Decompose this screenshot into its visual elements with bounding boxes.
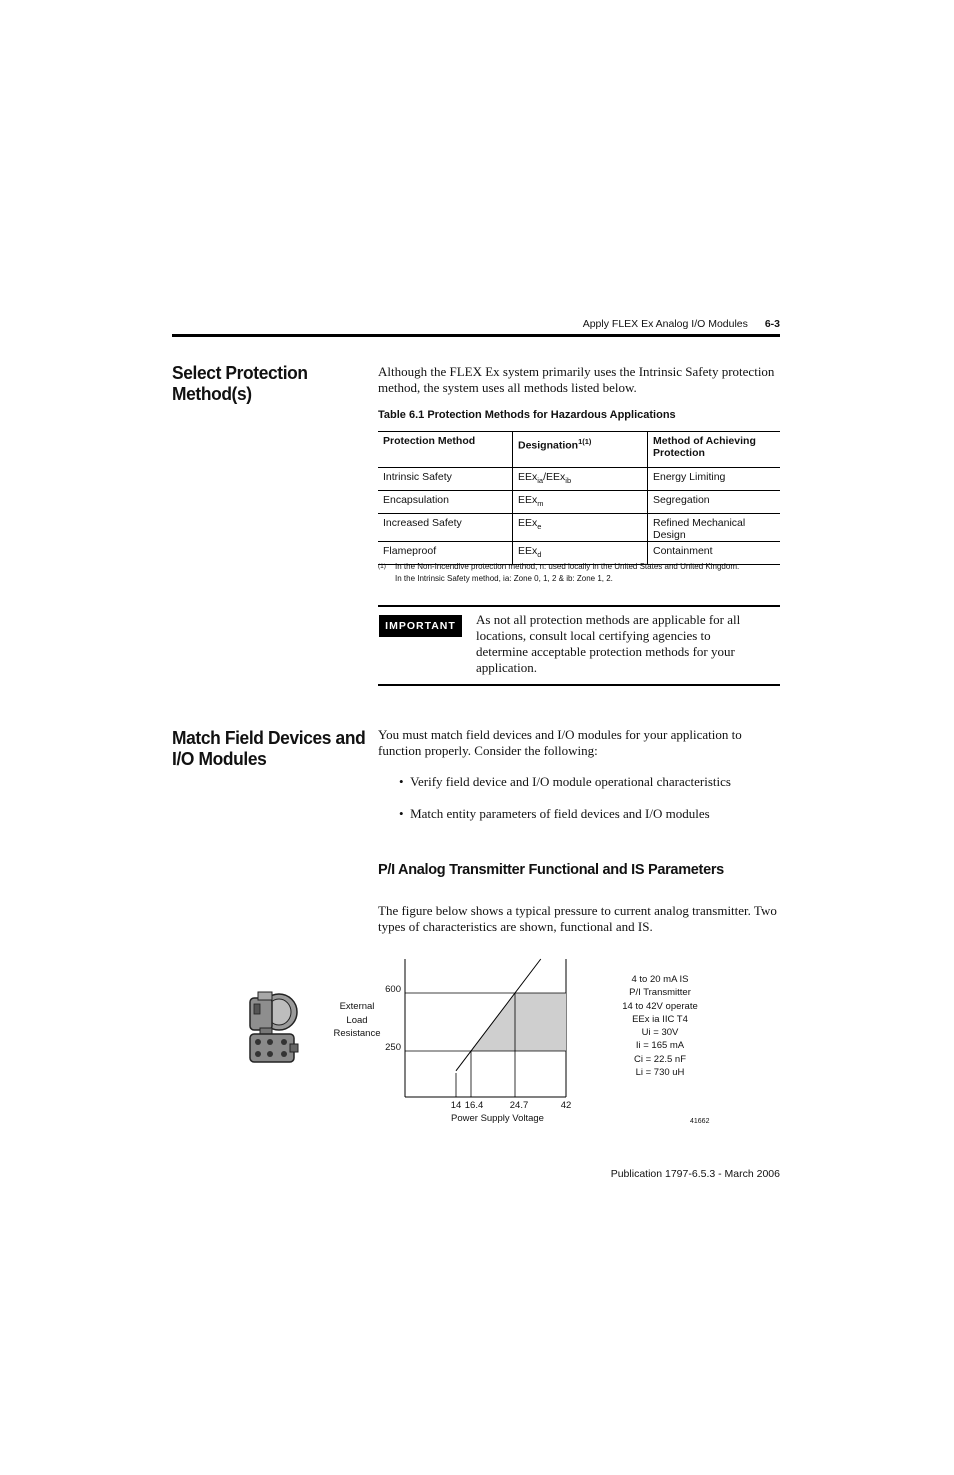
section-title-match-field-devices (172, 727, 365, 769)
des-sub: ia (537, 476, 544, 486)
important-line: As not all protection methods are applicable for all (476, 612, 741, 627)
subsection-title: P/I Analog Transmitter Functional and IS Parameters (378, 862, 724, 878)
intro-line: types of characteristics are shown, functional and IS. (378, 919, 653, 934)
header-designation-text: Designation (518, 439, 579, 452)
section-title-line: Method(s) (172, 383, 252, 404)
cell-achieve: Containment (648, 542, 781, 565)
table-header-row (378, 432, 780, 468)
table-caption: Table 6.1 Protection Methods for Hazardous Applications (378, 409, 676, 421)
y-axis-label (326, 1000, 388, 1041)
bullet-text: Verify field device and I/O module operational characteristics (410, 774, 731, 789)
cell-designation (513, 491, 648, 514)
parameter-line: EEx ia IIC T4 (632, 1013, 688, 1025)
bullet-text: Match entity parameters of field devices and I/O modules (410, 806, 710, 821)
header-method-achieving (648, 432, 781, 468)
section-title-line: Select Protection (172, 362, 308, 383)
des-base: EEx (518, 517, 538, 529)
x-tick-label: 16.4 (464, 1100, 484, 1111)
y-label-line: Resistance (333, 1028, 381, 1039)
des-sub: m (537, 499, 544, 509)
cell-achieve: Segregation (648, 491, 781, 514)
cell-method: Increased Safety (378, 514, 513, 542)
important-line: application. (476, 660, 538, 675)
footnote-ref: 1(1) (578, 437, 592, 446)
is-region-fill (471, 993, 566, 1051)
cell-method: Intrinsic Safety (378, 468, 513, 491)
cell-achieve: Energy Limiting (648, 468, 781, 491)
subsection-intro (378, 903, 788, 935)
header-designation (513, 432, 648, 468)
section2-intro (378, 727, 788, 759)
section1-intro (378, 364, 788, 396)
parameter-line: P/I Transmitter (629, 987, 691, 999)
des-sub: e (537, 522, 542, 532)
header-line: Method of Achieving (653, 435, 756, 447)
section-title-line: Match Field Devices and (172, 727, 366, 748)
important-text (476, 612, 776, 676)
important-top-rule (378, 605, 780, 607)
x-axis-label: Power Supply Voltage (451, 1113, 544, 1124)
parameter-line: Ci = 22.5 nF (633, 1053, 686, 1065)
intro-line: The figure below shows a typical pressure to current analog transmitter. Two (378, 903, 777, 918)
chart-marks (385, 959, 571, 1111)
footer-publication: Publication 1797-6.5.3 - March 2006 (610, 1168, 780, 1180)
important-bottom-rule (378, 684, 780, 686)
intro-line: method, the system uses all methods listed below. (378, 380, 637, 395)
pressure-transmitter-icon (246, 990, 300, 1066)
y-label-line: External (339, 1001, 375, 1012)
des-sub: ib (565, 476, 572, 486)
des-base: EEx (518, 494, 538, 506)
cell-method: Flameproof (378, 542, 513, 565)
x-tick-label: 14 (450, 1100, 462, 1111)
des-base: EEx (518, 545, 538, 557)
des-sep: /EEx (543, 471, 566, 483)
bullet-item (399, 806, 710, 822)
section-title-select-protection (172, 362, 308, 404)
y-tick-label: 600 (385, 984, 401, 995)
bullet-dot: • (399, 774, 411, 789)
table-row (378, 468, 780, 491)
x-tick-label: 24.7 (509, 1100, 529, 1111)
table-footnote (378, 561, 739, 585)
running-title: Apply FLEX Ex Analog I/O Modules (582, 318, 748, 330)
cell-designation (513, 468, 648, 491)
footnote-line: In the Intrinsic Safety method, ia: Zone 0, 1, 2 & ib: Zone 1, 2. (395, 574, 613, 583)
transmitter-parameters (610, 973, 710, 1079)
y-label-line: Load (346, 1014, 368, 1026)
header-protection-method: Protection Method (378, 432, 513, 468)
parameter-line: Li = 730 uH (635, 1067, 685, 1079)
parameter-line: 14 to 42V operate (622, 1000, 698, 1012)
parameter-line: Ui = 30V (641, 1027, 679, 1039)
y-tick-label: 250 (385, 1042, 401, 1053)
figure-id: 41662 (690, 1118, 710, 1125)
des-base: EEx (518, 471, 538, 483)
bullet-item (399, 774, 731, 790)
intro-line: Although the FLEX Ex system primarily uses the Intrinsic Safety protection (378, 364, 775, 379)
protection-methods-table (378, 431, 780, 565)
important-line: locations, consult local certifying agencies to (476, 628, 711, 643)
des-sub: d (537, 550, 542, 560)
cell-method: Encapsulation (378, 491, 513, 514)
intro-line: You must match field devices and I/O modules for your application to (378, 727, 742, 742)
table-row (378, 514, 780, 542)
footnote-line: In the Non-Incendive protection method, n: used locally in the United States and United Kingdom. (395, 562, 740, 571)
footnote-mark: (1) (378, 563, 386, 570)
intro-line: function properly. Consider the following: (378, 743, 598, 758)
important-line: determine acceptable protection methods for your (476, 644, 735, 659)
x-tick-label: 42 (560, 1100, 572, 1111)
page-number: 6-3 (764, 318, 780, 330)
running-header (583, 318, 780, 330)
section-title-line: I/O Modules (172, 748, 267, 769)
parameter-line: 4 to 20 mA IS (631, 974, 689, 985)
important-badge: IMPORTANT (379, 615, 462, 637)
header-rule (172, 334, 780, 337)
header-line: Protection (653, 447, 705, 459)
load-resistance-chart (380, 955, 590, 1135)
table-row (378, 491, 780, 514)
parameter-line: Ii = 165 mA (635, 1040, 685, 1052)
cell-designation (513, 514, 648, 542)
cell-achieve: Refined Mechanical Design (648, 514, 781, 542)
bullet-dot: • (399, 806, 411, 821)
